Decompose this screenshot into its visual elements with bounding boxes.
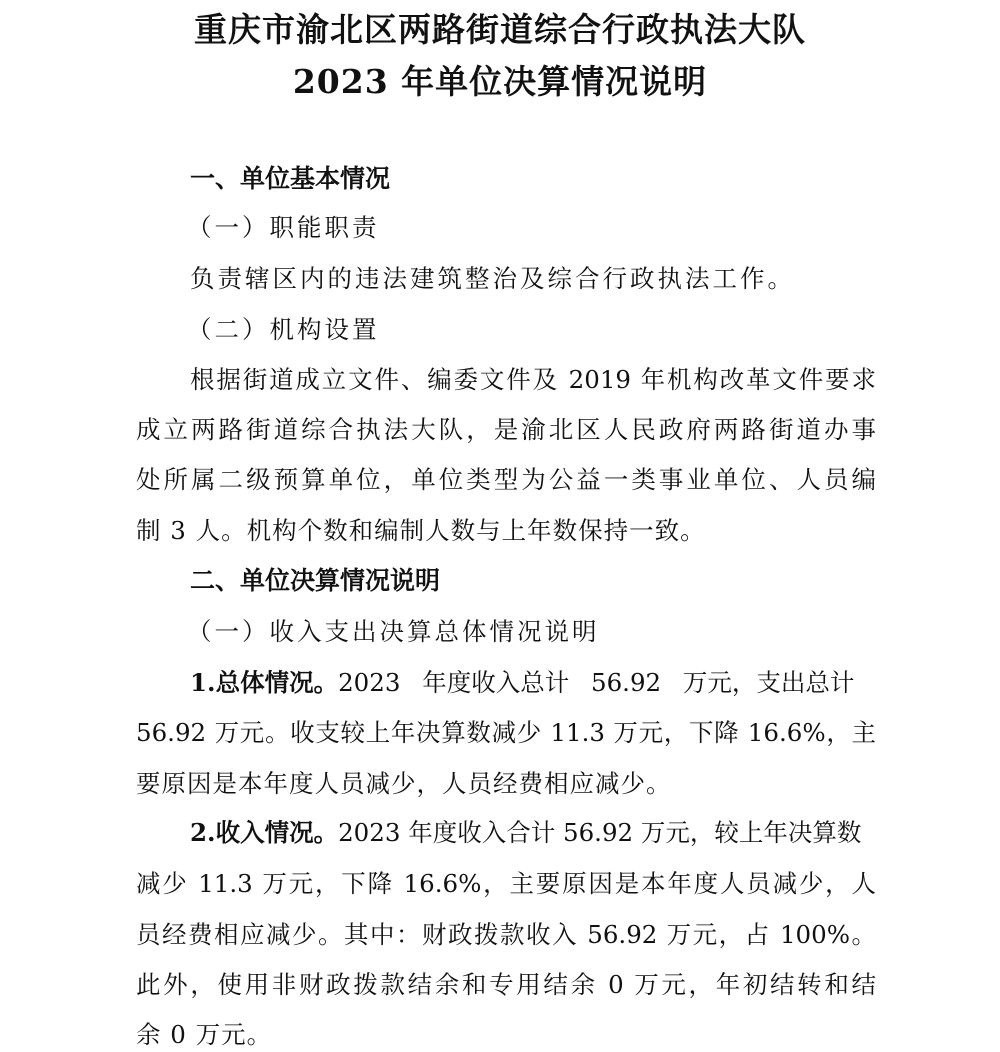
paragraph-1-line-2: 56.92 万元。收支较上年决算数减少 11.3 万元，下降 16.6%，主: [136, 718, 876, 747]
paragraph-1-line-1: [190, 668, 876, 698]
paragraph-1-line-3: 要原因是本年度人员减少，人员经费相应减少。: [136, 769, 672, 798]
paragraph-2-line-5: 余 0 万元。: [136, 1020, 273, 1049]
paragraph-2-line-3: 员经费相应减少。其中：财政拨款收入 56.92 万元，占 100%。: [136, 920, 876, 949]
paragraph-2-line-4: 此外，使用非财政拨款结余和专用结余 0 万元，年初结转和结: [136, 970, 876, 999]
subsection-2-heading: （二）机构设置: [187, 315, 380, 344]
subsection-1-paragraph: 负责辖区内的违法建筑整治及综合行政执法工作。: [190, 264, 795, 293]
subsection-2-paragraph-line-1: 根据街道成立文件、编委文件及 2019 年机构改革文件要求: [190, 365, 876, 394]
section-2-heading: 二、单位决算情况说明: [190, 566, 441, 595]
section-1-heading: 一、单位基本情况: [190, 164, 391, 193]
paragraph-2-line-2: 减少 11.3 万元，下降 16.6%，主要原因是本年度人员减少，人: [136, 869, 876, 898]
paragraph-2-line-1-text: 2023 年度收入合计 56.92 万元，较上年决算数: [338, 818, 862, 847]
subsection-2-paragraph-line-3: 处所属二级预算单位，单位类型为公益一类事业单位、人员编: [136, 465, 876, 494]
document-title-line-2: 2023 年单位决算情况说明: [292, 62, 708, 101]
paragraph-2-line-1: [190, 818, 876, 848]
paragraph-1-line-1-text: 2023 年度收入总计 56.92 万元，支出总计: [338, 668, 855, 697]
subsection-1-heading: （一）职能职责: [187, 213, 380, 242]
subsection-2-paragraph-line-4: 制 3 人。机构个数和编制人数与上年数保持一致。: [136, 516, 706, 545]
subsection-2-paragraph-line-2: 成立两路街道综合执法大队，是渝北区人民政府两路街道办事: [136, 415, 876, 444]
paragraph-1-lead: 1.总体情况。: [190, 668, 339, 697]
paragraph-2-lead: 2.收入情况。: [190, 818, 339, 847]
section-2-subsection-1-heading: （一）收入支出决算总体情况说明: [187, 617, 600, 646]
document-title-line-1: 重庆市渝北区两路街道综合行政执法大队: [194, 10, 806, 49]
